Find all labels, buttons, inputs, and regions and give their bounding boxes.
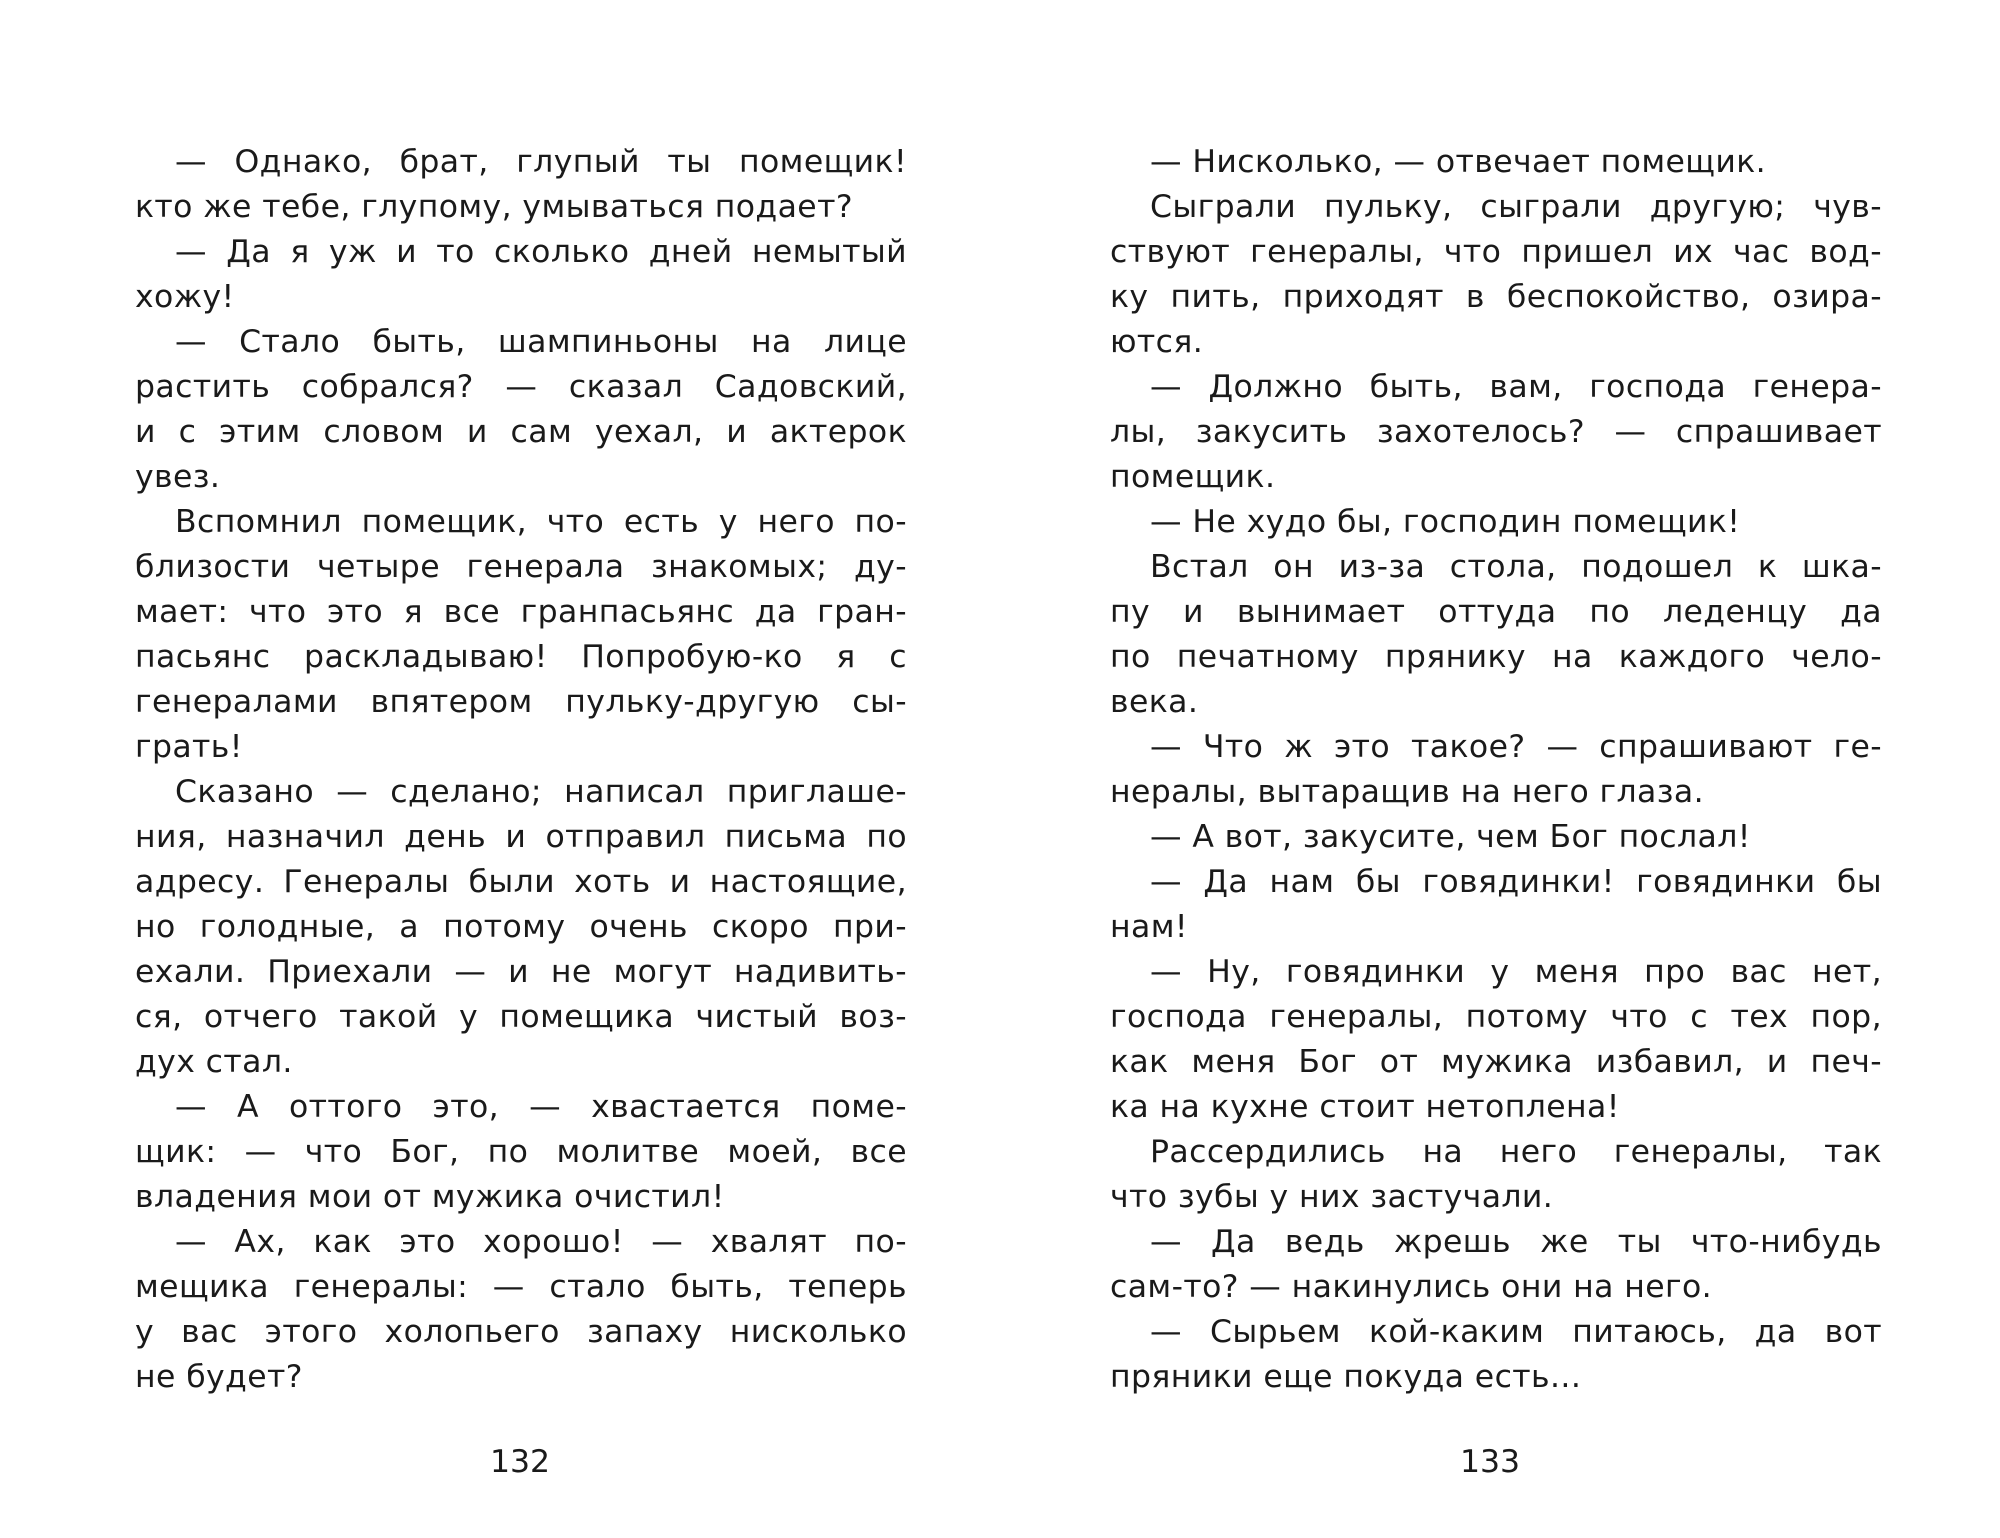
right-page-text (1110, 140, 1882, 1400)
text-line: нералы, вытаращив на него глаза. (1110, 774, 1704, 810)
text-line: дух стал. (135, 1044, 293, 1080)
text-line: мает: что это я все гранпасьянс да гран- (135, 594, 907, 630)
text-line: — Однако, брат, глупый ты помещик! (175, 144, 907, 180)
left-page-number: 132 (489, 1444, 551, 1480)
text-line: что зубы у них застучали. (1110, 1179, 1554, 1215)
text-line: пу и вынимает оттуда по леденцу да (1110, 594, 1882, 630)
text-line: — Что ж это такое? — спрашивают ге- (1150, 729, 1882, 765)
text-line: — А вот, закусите, чем Бог послал! (1150, 819, 1751, 855)
left-page-text (135, 140, 907, 1400)
text-line: адресу. Генералы были хоть и настоящие, (135, 864, 907, 900)
text-line: как меня Бог от мужика избавил, и печ- (1110, 1044, 1882, 1080)
text-line: — Да ведь жрешь же ты что-нибудь (1150, 1224, 1882, 1260)
text-line: — Стало быть, шампиньоны на лице (175, 324, 907, 360)
text-line: ка на кухне стоит нетоплена! (1110, 1089, 1620, 1125)
right-page (1000, 0, 2000, 1538)
text-line: сам-то? — накинулись они на него. (1110, 1269, 1713, 1305)
text-line: Рассердились на него генералы, так (1150, 1134, 1882, 1170)
text-line: растить собрался? — сказал Садовский, (135, 369, 907, 405)
text-line: ку пить, приходят в беспокойство, озира- (1110, 279, 1882, 315)
text-line: — Да нам бы говядинки! говядинки бы (1150, 864, 1882, 900)
text-line: — Не худо бы, господин помещик! (1150, 504, 1741, 540)
text-line: владения мои от мужика очистил! (135, 1179, 725, 1215)
text-line: — Да я уж и то сколько дней немытый (175, 234, 907, 270)
text-line: мещика генералы: — стало быть, теперь (135, 1269, 907, 1305)
text-line: и с этим словом и сам уехал, и актерок (135, 414, 907, 450)
text-line: — Ах, как это хорошо! — хвалят по- (175, 1224, 907, 1260)
text-line: ния, назначил день и отправил письма по (135, 819, 907, 855)
text-line: нам! (1110, 909, 1188, 945)
text-line: но голодные, а потому очень скоро при- (135, 909, 907, 945)
text-line: близости четыре генерала знакомых; ду- (135, 549, 907, 585)
text-line: лы, закусить захотелось? — спрашивает (1110, 414, 1882, 450)
text-line: — А оттого это, — хвастается поме- (175, 1089, 907, 1125)
text-line: хожу! (135, 279, 235, 315)
right-page-number: 133 (1459, 1444, 1521, 1480)
text-line: помещик. (1110, 459, 1276, 495)
text-line: ются. (1110, 324, 1204, 360)
text-line: пасьянс раскладываю! Попробую-ко я с (135, 639, 907, 675)
text-line: — Ну, говядинки у меня про вас нет, (1150, 954, 1882, 990)
text-line: века. (1110, 684, 1199, 720)
text-line: Сказано — сделано; написал приглаше- (175, 774, 907, 810)
text-line: ствуют генералы, что пришел их час вод- (1110, 234, 1882, 270)
text-line: по печатному прянику на каждого чело- (1110, 639, 1882, 675)
text-line: пряники еще покуда есть... (1110, 1359, 1582, 1395)
text-line: Встал он из-за стола, подошел к шка- (1150, 549, 1882, 585)
text-line: у вас этого холопьего запаху нисколько (135, 1314, 907, 1350)
text-line: ся, отчего такой у помещика чистый воз- (135, 999, 907, 1035)
text-line: щик: — что Бог, по молитве моей, все (135, 1134, 907, 1170)
text-line: — Нисколько, — отвечает помещик. (1150, 144, 1767, 180)
text-line: господа генералы, потому что с тех пор, (1110, 999, 1882, 1035)
text-line: — Должно быть, вам, господа генера- (1150, 369, 1882, 405)
text-line: Вспомнил помещик, что есть у него по- (175, 504, 907, 540)
text-line: кто же тебе, глупому, умываться подает? (135, 189, 853, 225)
text-line: генералами впятером пульку-другую сы- (135, 684, 907, 720)
text-line: ехали. Приехали — и не могут надивить- (135, 954, 907, 990)
text-line: увез. (135, 459, 221, 495)
text-line: грать! (135, 729, 243, 765)
text-line: Сыграли пульку, сыграли другую; чув- (1150, 189, 1882, 225)
text-line: — Сырьем кой-каким питаюсь, да вот (1150, 1314, 1882, 1350)
text-line: не будет? (135, 1359, 303, 1395)
